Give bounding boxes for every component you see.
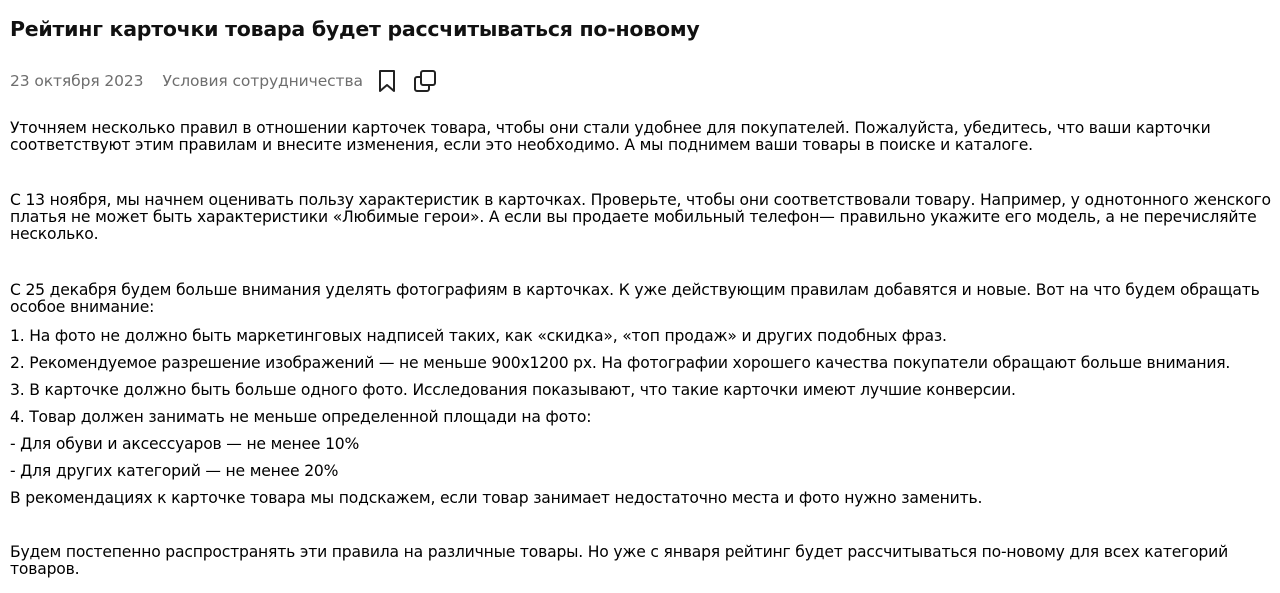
category-link[interactable]: Условия сотрудничества: [162, 72, 363, 90]
bookmark-icon: [378, 69, 396, 93]
list-item: - Для обуви и аксессуаров — не менее 10%: [10, 435, 360, 453]
list-item: 1. На фото не должно быть маркетинговых надписей таких, как «скидка», «топ продаж» и других подобных фраз.: [10, 327, 947, 345]
paragraph-photos-intro: С 25 декабря будем больше внимания уделять фотографиям в карточках. К уже действующим правилам добавятся и новые. Вот на что будем обращать особое внимание:: [10, 281, 1260, 316]
list-item: В рекомендациях к карточке товара мы подскажем, если товар занимает недостаточно места и фото нужно заменить.: [10, 489, 983, 507]
paragraph-intro: Уточняем несколько правил в отношении карточек товара, чтобы они стали удобнее для покупателей. Пожалуйста, убедитесь, что ваши карточки соответствуют этим правилам и внесите изменения, если это необходимо. А мы поднимем ваши товары в поиске и каталоге.: [10, 119, 1211, 154]
copy-link-button[interactable]: [413, 68, 437, 94]
bookmark-button[interactable]: [375, 68, 399, 94]
list-item: 4. Товар должен занимать не меньше определенной площади на фото:: [10, 408, 592, 426]
paragraph-closing: Будем постепенно распространять эти правила на различные товары. Но уже с января рейтинг будет рассчитываться по-новому для всех категорий товаров.: [10, 543, 1228, 578]
list-item: - Для других категорий — не менее 20%: [10, 462, 339, 480]
list-item: 3. В карточке должно быть больше одного фото. Исследования показывают, что такие карточки имеют лучшие конверсии.: [10, 381, 1016, 399]
copy-icon: [413, 69, 437, 93]
list-item: 2. Рекомендуемое разрешение изображений — не меньше 900х1200 px. На фотографии хорошего качества покупатели обращают больше внимания.: [10, 354, 1231, 372]
article-meta: [10, 66, 437, 96]
page-title: Рейтинг карточки товара будет рассчитываться по-новому: [10, 17, 700, 41]
publish-date: 23 октября 2023: [10, 72, 144, 90]
paragraph-characteristics: С 13 ноября, мы начнем оценивать пользу характеристик в карточках. Проверьте, чтобы они соответствовали товару. Например, у однотонного женского платья не может быть характеристики «Любимые герои». А если вы продаете мобильный телефон— правильно укажите его модель, а не перечисляйте несколько.: [10, 191, 1271, 243]
